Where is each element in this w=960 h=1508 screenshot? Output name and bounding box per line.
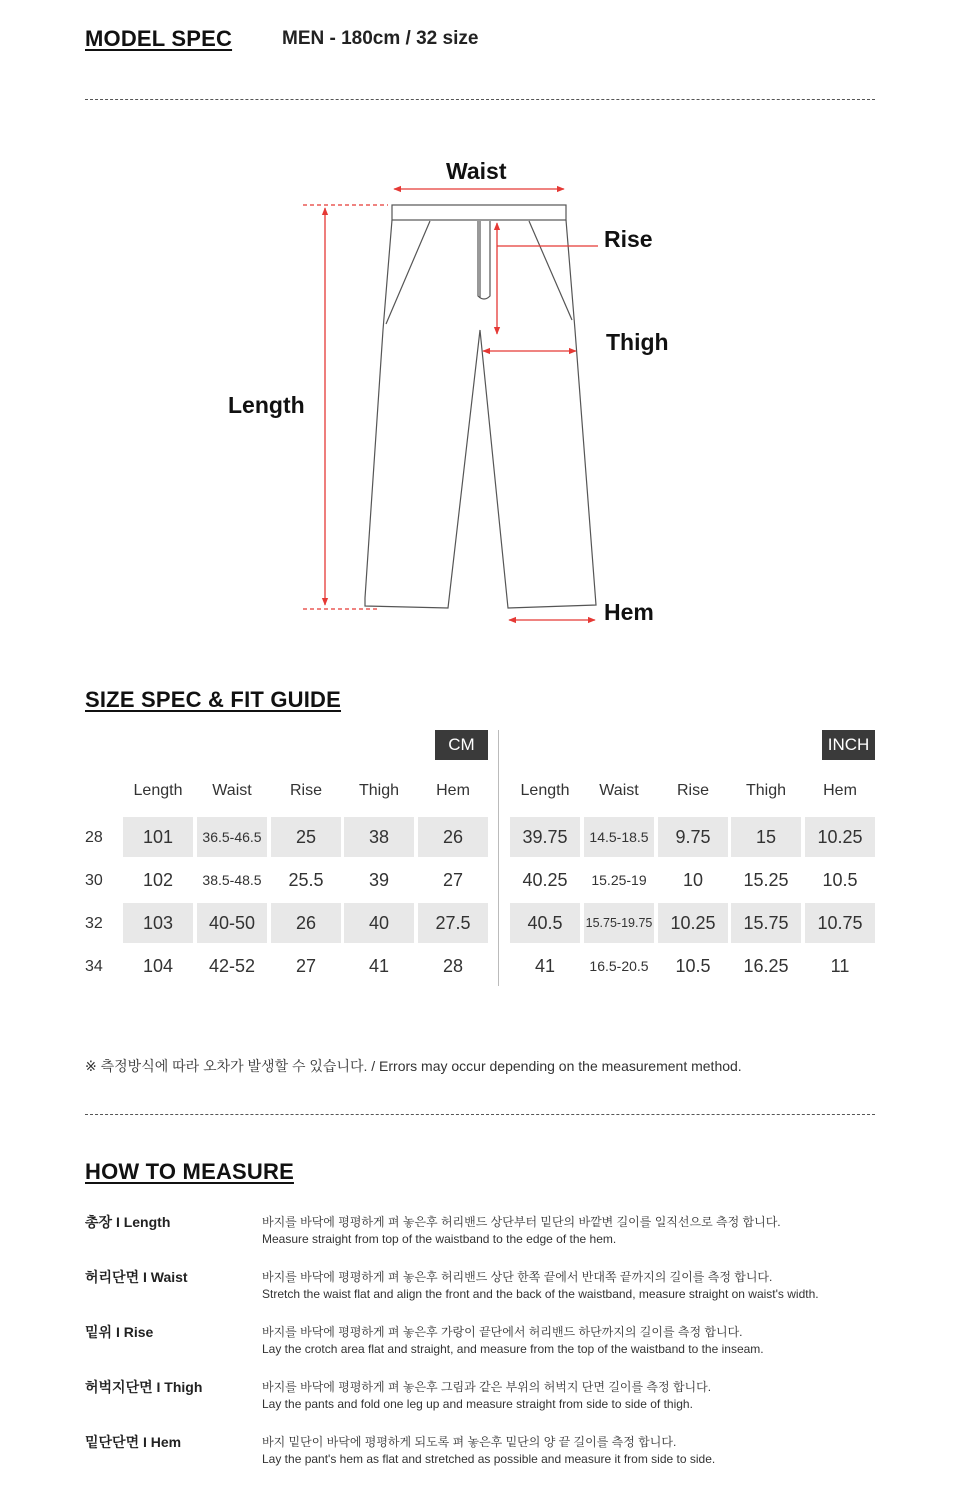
column-header-waist-cm: Waist (212, 782, 252, 799)
table-divider (498, 730, 499, 986)
measure-description-ko: 바지를 바닥에 평평하게 펴 놓은후 그림과 같은 부위의 허벅지 단면 길이를 측정 합니다. (262, 1380, 712, 1394)
column-header-length-inch: Length (520, 782, 570, 799)
measurement-note: ※ 측정방식에 따라 오차가 발생할 수 있습니다. / Errors may occur depending on the measurement method. (85, 1058, 742, 1074)
column-header-waist-inch: Waist (599, 782, 639, 799)
table-cell: 40 (344, 903, 414, 943)
table-cell: 103 (123, 903, 193, 943)
table-cell: 41 (368, 956, 390, 976)
table-cell: 39.75 (510, 817, 580, 857)
table-cell: 38.5-48.5 (202, 872, 262, 888)
table-cell: 27.5 (418, 903, 488, 943)
row-size-label: 32 (85, 915, 103, 932)
measure-label: 허리단면 I Waist (85, 1269, 188, 1285)
table-cell: 27 (295, 956, 317, 976)
table-cell: 14.5-18.5 (584, 817, 654, 857)
column-header-thigh-cm: Thigh (358, 782, 400, 799)
table-cell: 26 (418, 817, 488, 857)
pants-outline (365, 205, 596, 608)
row-size-label: 30 (85, 872, 103, 889)
table-cell: 15 (731, 817, 801, 857)
model-spec-value: MEN - 180cm / 32 size (282, 28, 479, 49)
table-cell: 16.25 (743, 956, 789, 976)
waist-label: Waist (446, 158, 507, 184)
measure-description-en: Lay the crotch area flat and straight, and measure from the top of the waistband to the inseam. (262, 1342, 764, 1356)
measure-label: 허벅지단면 I Thigh (85, 1379, 203, 1395)
measure-description-ko: 바지를 바닥에 평평하게 펴 놓은후 허리밴드 상단 한쪽 끝에서 반대쪽 끝까지의 길이를 측정 합니다. (262, 1270, 773, 1284)
size-spec-heading: SIZE SPEC & FIT GUIDE (85, 687, 342, 712)
hem-label: Hem (604, 599, 654, 625)
column-header-hem-inch: Hem (823, 782, 857, 799)
table-cell: 28 (442, 956, 464, 976)
measure-description-en: Lay the pants and fold one leg up and measure straight from side to side of thigh. (262, 1397, 693, 1411)
how-to-measure-heading: HOW TO MEASURE (85, 1159, 294, 1184)
table-cell: 104 (142, 956, 174, 976)
table-cell: 10 (682, 870, 704, 890)
table-cell: 42-52 (208, 956, 256, 976)
measure-label: 밑위 I Rise (85, 1324, 154, 1340)
measure-description-en: Measure straight from top of the waistband to the edge of the hem. (262, 1232, 617, 1246)
column-header-rise-inch: Rise (676, 782, 709, 799)
table-cell: 10.5 (822, 870, 858, 890)
divider (85, 1114, 875, 1115)
divider (85, 99, 875, 100)
unit-badge-inch: INCH (822, 730, 875, 760)
thigh-label: Thigh (606, 329, 669, 355)
table-cell: 16.5-20.5 (589, 958, 649, 974)
table-cell: 38 (344, 817, 414, 857)
table-cell: 39 (368, 870, 390, 890)
table-cell: 10.75 (805, 903, 875, 943)
measure-description-ko: 바지를 바닥에 평평하게 펴 놓은후 가랑이 끝단에서 허리밴드 하단까지의 길이를 측정 합니다. (262, 1325, 743, 1339)
pants-diagram (0, 110, 960, 640)
table-cell: 40.5 (510, 903, 580, 943)
table-cell: 25.5 (288, 870, 324, 890)
measure-label: 밑단단면 I Hem (85, 1434, 182, 1450)
table-cell: 10.5 (675, 956, 711, 976)
table-cell: 27 (442, 870, 464, 890)
table-cell: 25 (271, 817, 341, 857)
unit-badge-cm: CM (435, 730, 488, 760)
table-cell: 9.75 (658, 817, 728, 857)
table-cell: 36.5-46.5 (197, 817, 267, 857)
table-cell: 15.25-19 (591, 872, 647, 888)
column-header-rise-cm: Rise (289, 782, 322, 799)
table-cell: 41 (534, 956, 556, 976)
column-header-hem-cm: Hem (436, 782, 470, 799)
rise-label: Rise (604, 226, 653, 252)
model-spec-heading: MODEL SPEC (85, 26, 233, 51)
column-header-length-cm: Length (133, 782, 183, 799)
table-cell: 40.25 (522, 870, 568, 890)
length-label: Length (228, 392, 305, 418)
column-header-thigh-inch: Thigh (745, 782, 787, 799)
table-cell: 10.25 (805, 817, 875, 857)
table-cell: 11 (830, 956, 850, 976)
table-cell: 101 (123, 817, 193, 857)
row-size-label: 28 (85, 829, 103, 846)
table-cell: 10.25 (658, 903, 728, 943)
measure-description-en: Stretch the waist flat and align the front and the back of the waistband, measure straight on waist's width. (262, 1287, 819, 1301)
measure-description-ko: 바지를 바닥에 평평하게 펴 놓은후 허리밴드 상단부터 밑단의 바깥변 길이를 일직선으로 측정 합니다. (262, 1215, 781, 1229)
table-cell: 15.25 (743, 870, 789, 890)
table-cell: 40-50 (197, 903, 267, 943)
measure-description-ko: 바지 밑단이 바닥에 평평하게 되도록 펴 놓은후 밑단의 양 끝 길이를 측정 합니다. (262, 1435, 677, 1449)
table-cell: 15.75 (731, 903, 801, 943)
table-cell: 15.75-19.75 (584, 903, 654, 943)
measure-description-en: Lay the pant's hem as flat and stretched as possible and measure it from side to side. (262, 1452, 716, 1466)
table-cell: 26 (271, 903, 341, 943)
measure-label: 총장 I Length (85, 1214, 171, 1230)
table-cell: 102 (142, 870, 174, 890)
row-size-label: 34 (85, 958, 103, 975)
